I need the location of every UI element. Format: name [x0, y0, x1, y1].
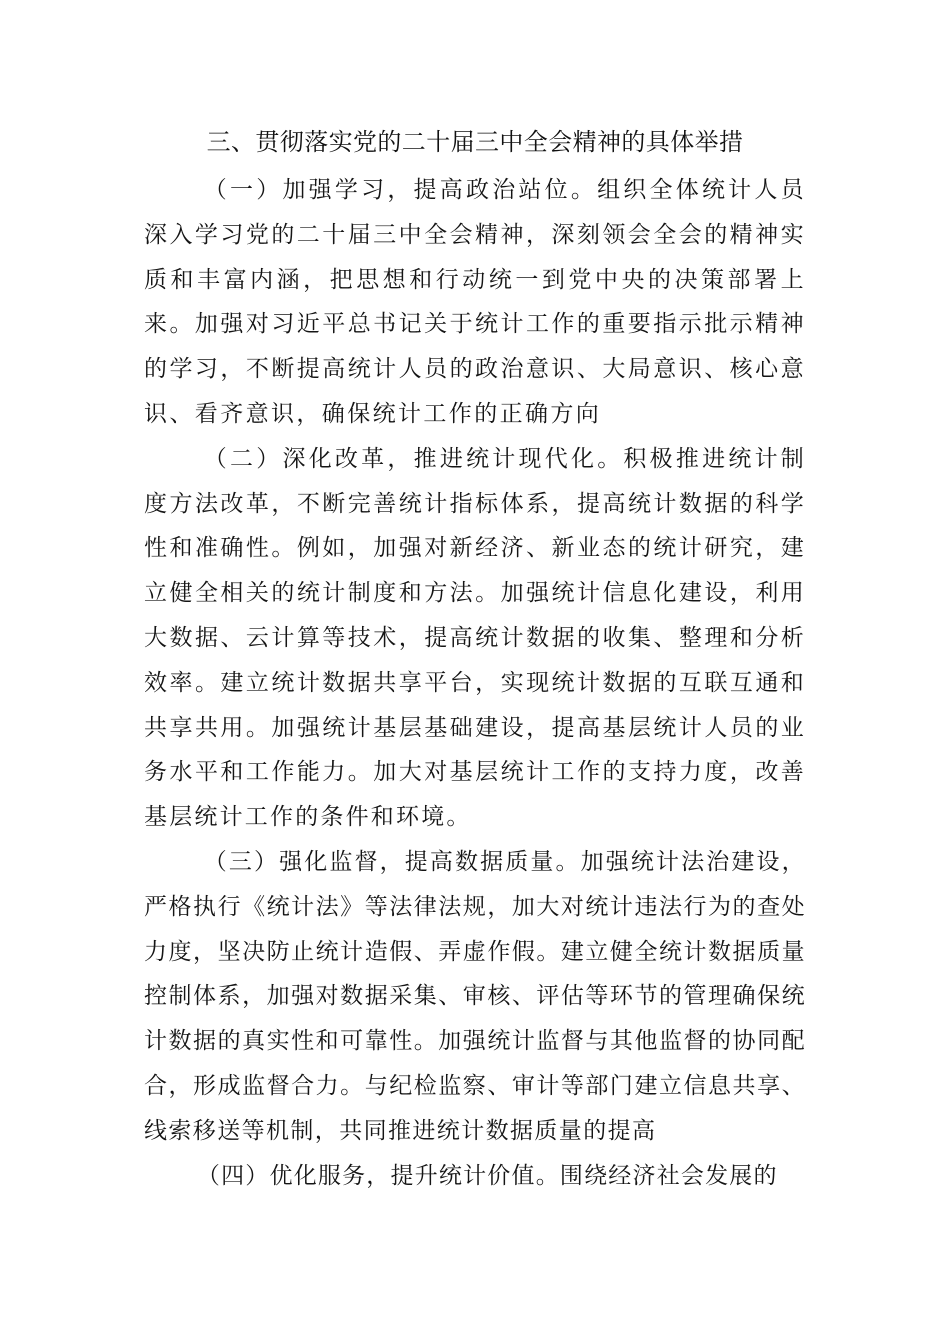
section-title: 三、贯彻落实党的二十届三中全会精神的具体举措 — [206, 128, 744, 156]
paragraph-strengthen-supervision: （三）强化监督，提高数据质量。加强统计法治建设，严格执行《统计法》等法律法规，加大对统计违法行为的查处力度，坚决防止统计造假、弄虚作假。建立健全统计数据质量控制体系，加强对数据采集、审核、评估等环节的管理确保统计数据的真实性和可靠性。加强统计监督与其他监督的协同配合，形成监督合力。与纪检监察、审计等部门建立信息共享、线索移送等机制，共同推进统计数据质量的提高 — [144, 848, 806, 1144]
paragraph-deepen-reform: （二）深化改革，推进统计现代化。积极推进统计制度方法改革，不断完善统计指标体系，提高统计数据的科学性和准确性。例如，加强对新经济、新业态的统计研究，建立健全相关的统计制度和方法。加强统计信息化建设，利用大数据、云计算等技术，提高统计数据的收集、整理和分析效率。建立统计数据共享平台，实现统计数据的互联互通和共享共用。加强统计基层基础建设，提高基层统计人员的业务水平和工作能力。加大对基层统计工作的支持力度，改善基层统计工作的条件和环境。 — [144, 445, 806, 831]
paragraph-optimize-service: （四）优化服务，提升统计价值。围绕经济社会发展的 — [196, 1162, 778, 1189]
document-body — [144, 168, 806, 1198]
paragraph-strengthen-study: （一）加强学习，提高政治站位。组织全体统计人员深入学习党的二十届三中全会精神，深刻领会全会的精神实质和丰富内涵，把思想和行动统一到党中央的决策部署上来。加强对习近平总书记关于统计工作的重要指示批示精神的学习，不断提高统计人员的政治意识、大局意识、核心意识、看齐意识，确保统计工作的正确方向 — [144, 177, 806, 427]
